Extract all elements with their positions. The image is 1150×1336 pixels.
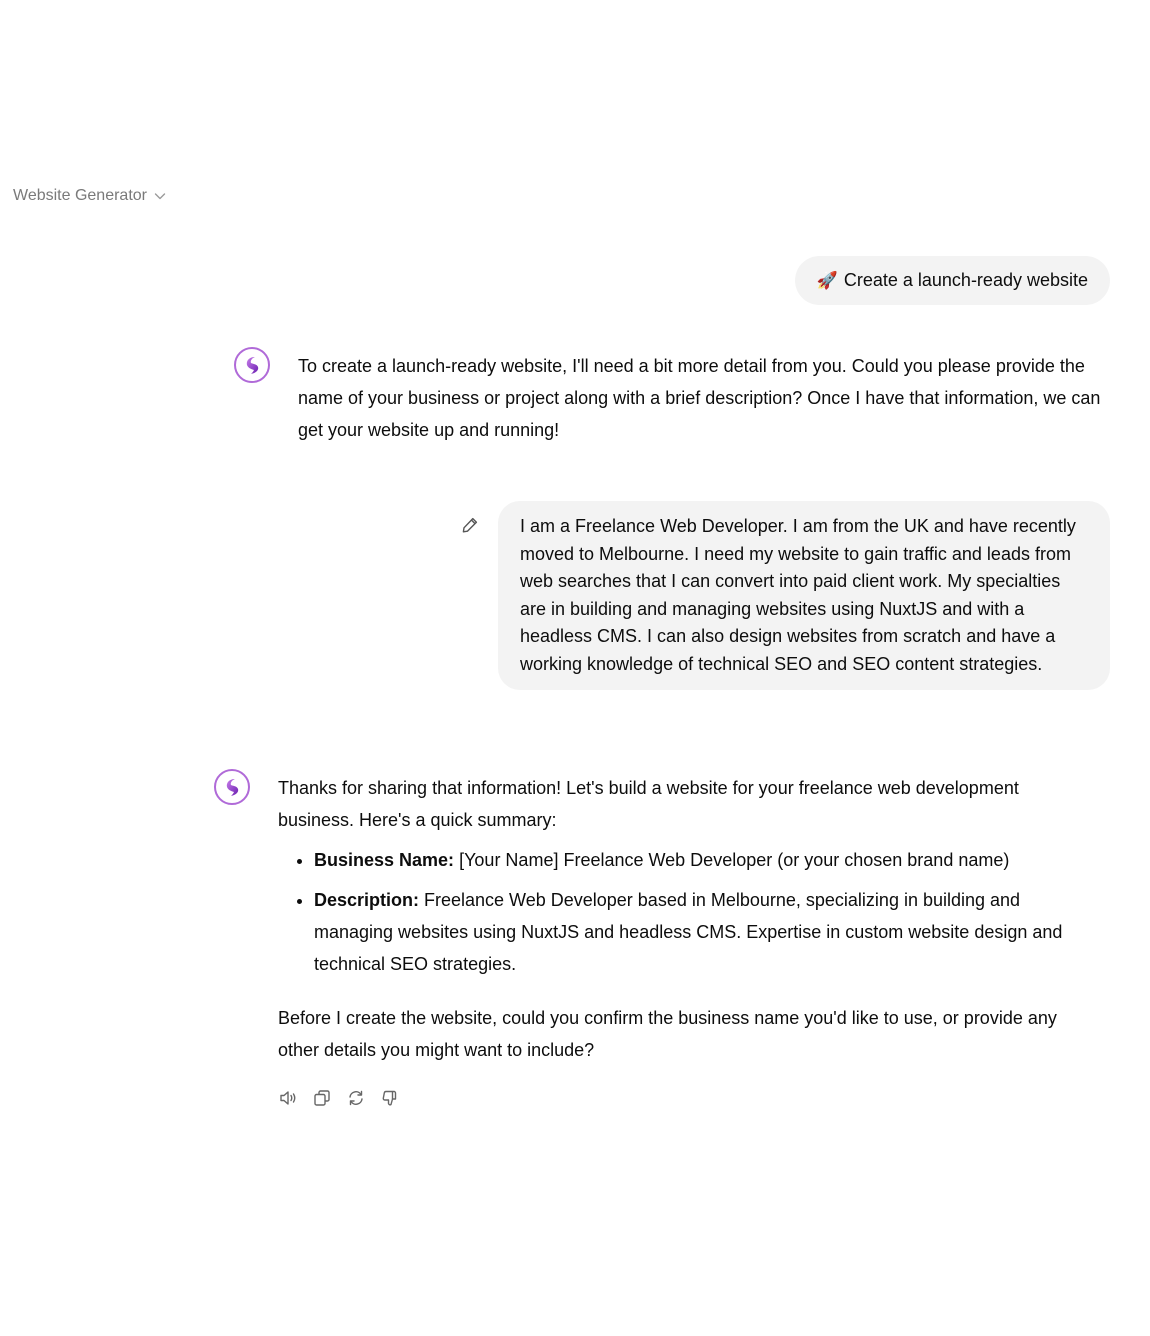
message-actions: [278, 1087, 400, 1109]
assistant-intro: Thanks for sharing that information! Let's build a website for your freelance web development business. Here's a quick summary:: [278, 778, 1019, 830]
model-name: Website Generator: [13, 187, 147, 204]
user-message-text: Create a launch-ready website: [843, 270, 1088, 290]
list-item: [314, 884, 1090, 980]
item-label: Business Name:: [314, 850, 455, 870]
assistant-outro: Before I create the website, could you confirm the business name you'd like to use, or provide any other details you might want to include?: [278, 1008, 1057, 1060]
chevron-down-icon: [153, 189, 167, 203]
assistant-logo-icon: [220, 775, 244, 799]
rocket-icon: 🚀: [816, 270, 838, 290]
user-message-text: I am a Freelance Web Developer. I am from the UK and have recently moved to Melbourne. I need my website to gain traffic and leads from web searches that I can convert into paid client work. My specialties are in building and managing websites using NuxtJS and with a headless CMS. I can also design websites from scratch and have a working knowledge of technical SEO and SEO content strategies.: [520, 516, 1076, 674]
regenerate-icon[interactable]: [346, 1087, 366, 1109]
user-message-bubble: [795, 256, 1110, 305]
item-label: Description:: [314, 890, 420, 910]
assistant-message-text: To create a launch-ready website, I'll need a bit more detail from you. Could you please provide the name of your business or project along with a brief description? Once I have that information, we can get your website up and running!: [298, 356, 1101, 440]
read-aloud-icon[interactable]: [278, 1087, 298, 1109]
assistant-avatar: [214, 769, 250, 805]
assistant-message: [298, 350, 1110, 446]
thumbs-down-icon[interactable]: [380, 1087, 400, 1109]
assistant-logo-icon: [240, 353, 264, 377]
list-item: [314, 844, 1090, 876]
model-selector[interactable]: [13, 184, 167, 208]
assistant-avatar: [234, 347, 270, 383]
item-value: [Your Name] Freelance Web Developer (or your chosen brand name): [454, 850, 1010, 870]
assistant-message: [278, 772, 1090, 1066]
copy-icon[interactable]: [312, 1087, 332, 1109]
edit-icon[interactable]: [461, 516, 479, 534]
item-value: Freelance Web Developer based in Melbourne, specializing in building and managing websites using NuxtJS and headless CMS. Expertise in custom website design and technical SEO strategies.: [314, 890, 1063, 974]
summary-list: [278, 844, 1090, 980]
user-message-bubble: [498, 501, 1110, 690]
